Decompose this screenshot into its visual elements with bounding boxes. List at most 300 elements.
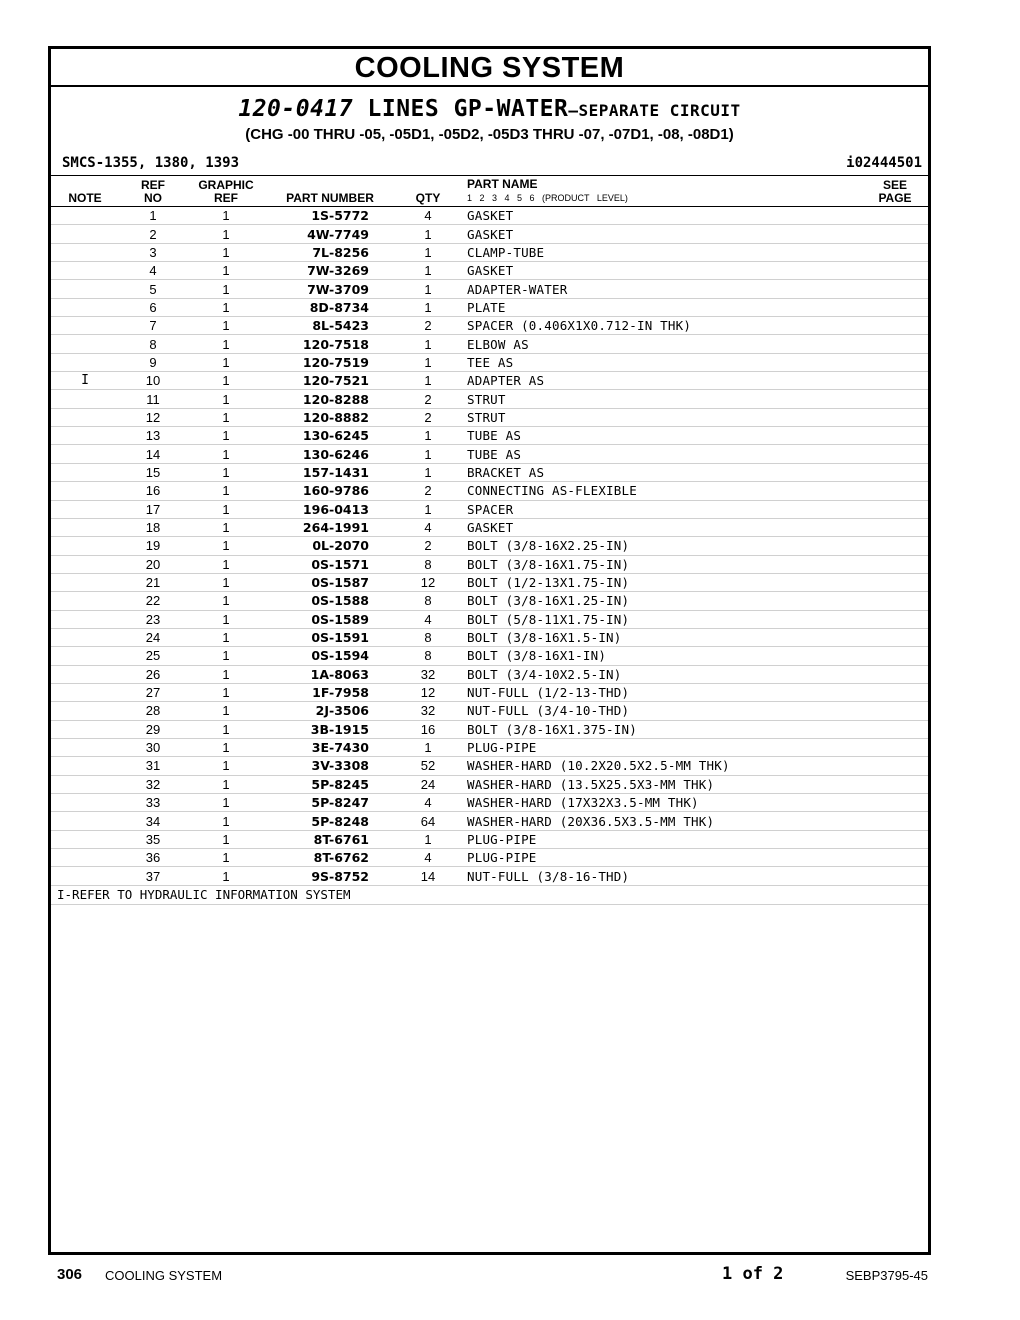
see-page-cell <box>862 775 928 793</box>
see-page-cell <box>862 427 928 445</box>
part-name-cell: TEE AS <box>461 353 862 371</box>
graphic-ref-cell: 1 <box>187 537 265 555</box>
ref-no-cell: 19 <box>119 537 187 555</box>
graphic-ref-cell: 1 <box>187 628 265 646</box>
qty-cell: 8 <box>395 628 461 646</box>
table-row <box>51 573 928 591</box>
note-cell <box>51 280 119 298</box>
see-page-cell <box>862 812 928 830</box>
header-see-page: SEE PAGE <box>862 176 928 207</box>
qty-cell: 4 <box>395 518 461 536</box>
ref-no-cell: 18 <box>119 518 187 536</box>
part-name-cell: BOLT (3/8-16X1.5-IN) <box>461 628 862 646</box>
header-graphic-ref: GRAPHIC REF <box>187 176 265 207</box>
see-page-cell <box>862 738 928 756</box>
note-cell <box>51 427 119 445</box>
table-row <box>51 555 928 573</box>
part-number-link[interactable]: 0S-1587 <box>265 573 395 591</box>
part-name-cell: NUT-FULL (1/2-13-THD) <box>461 683 862 701</box>
part-name-cell: PLATE <box>461 298 862 316</box>
ref-no-cell: 16 <box>119 482 187 500</box>
graphic-ref-cell: 1 <box>187 353 265 371</box>
ref-no-cell: 23 <box>119 610 187 628</box>
see-page-cell <box>862 335 928 353</box>
footer-section-title: COOLING SYSTEM <box>105 1268 223 1283</box>
header-qty: QTY <box>395 176 461 207</box>
see-page-cell <box>862 867 928 885</box>
header-note: NOTE <box>51 176 119 207</box>
ref-no-cell: 6 <box>119 298 187 316</box>
part-number-link[interactable]: 4W-7749 <box>265 225 395 243</box>
see-page-cell <box>862 408 928 426</box>
qty-cell: 4 <box>395 849 461 867</box>
product-level-legend: 1 2 3 4 5 6 (PRODUCT LEVEL) <box>467 193 628 203</box>
note-cell <box>51 500 119 518</box>
qty-cell: 14 <box>395 867 461 885</box>
part-number-link[interactable]: 7W-3269 <box>265 262 395 280</box>
see-page-cell <box>862 573 928 591</box>
qty-cell: 1 <box>395 445 461 463</box>
see-page-cell <box>862 849 928 867</box>
part-name-cell: GASKET <box>461 262 862 280</box>
part-name-cell: WASHER-HARD (10.2X20.5X2.5-MM THK) <box>461 757 862 775</box>
table-row <box>51 298 928 316</box>
see-page-cell <box>862 207 928 225</box>
part-name-cell: PLUG-PIPE <box>461 830 862 848</box>
ref-no-cell: 29 <box>119 720 187 738</box>
see-page-cell <box>862 647 928 665</box>
note-cell <box>51 335 119 353</box>
ref-no-cell: 2 <box>119 225 187 243</box>
graphic-ref-cell: 1 <box>187 665 265 683</box>
ref-no-cell: 26 <box>119 665 187 683</box>
footnote: I-REFER TO HYDRAULIC INFORMATION SYSTEM <box>51 886 928 905</box>
qty-cell: 8 <box>395 647 461 665</box>
part-number-link[interactable]: 120-8882 <box>265 408 395 426</box>
part-number-link[interactable]: 5P-8248 <box>265 812 395 830</box>
note-cell <box>51 463 119 481</box>
graphic-ref-cell: 1 <box>187 225 265 243</box>
qty-cell: 32 <box>395 702 461 720</box>
part-number-link[interactable]: 264-1991 <box>265 518 395 536</box>
graphic-ref-cell: 1 <box>187 463 265 481</box>
qty-cell: 8 <box>395 555 461 573</box>
qty-cell: 1 <box>395 335 461 353</box>
note-cell <box>51 702 119 720</box>
note-cell <box>51 830 119 848</box>
graphic-ref-cell: 1 <box>187 298 265 316</box>
part-name-cell: BRACKET AS <box>461 463 862 481</box>
part-number-link[interactable]: 7W-3709 <box>265 280 395 298</box>
table-row <box>51 757 928 775</box>
part-number-link[interactable]: 0S-1588 <box>265 592 395 610</box>
part-number-link[interactable]: 8T-6761 <box>265 830 395 848</box>
page-footer <box>0 1264 1020 1288</box>
part-number-link[interactable]: 8T-6762 <box>265 849 395 867</box>
part-number-link[interactable]: 0L-2070 <box>265 537 395 555</box>
see-page-cell <box>862 390 928 408</box>
page-of-indicator: 1 of 2 <box>722 1264 784 1284</box>
part-number-link[interactable]: 0S-1589 <box>265 610 395 628</box>
see-page-cell <box>862 243 928 261</box>
part-number-link[interactable]: 1A-8063 <box>265 665 395 683</box>
note-cell <box>51 738 119 756</box>
note-cell <box>51 665 119 683</box>
qty-cell: 8 <box>395 592 461 610</box>
part-name-cell: ADAPTER-WATER <box>461 280 862 298</box>
graphic-ref-cell: 1 <box>187 647 265 665</box>
note-cell <box>51 317 119 335</box>
part-number-link[interactable]: 0S-1594 <box>265 647 395 665</box>
ref-no-cell: 33 <box>119 794 187 812</box>
qty-cell: 2 <box>395 482 461 500</box>
see-page-cell <box>862 628 928 646</box>
group-title <box>51 96 928 124</box>
graphic-ref-cell: 1 <box>187 500 265 518</box>
see-page-cell <box>862 280 928 298</box>
part-number-link[interactable]: 0S-1571 <box>265 555 395 573</box>
note-cell <box>51 867 119 885</box>
table-row <box>51 408 928 426</box>
see-page-cell <box>862 463 928 481</box>
table-row <box>51 317 928 335</box>
table-row <box>51 610 928 628</box>
part-number-link[interactable]: 9S-8752 <box>265 867 395 885</box>
part-name-cell: WASHER-HARD (17X32X3.5-MM THK) <box>461 794 862 812</box>
table-row <box>51 500 928 518</box>
part-name-cell: GASKET <box>461 225 862 243</box>
ref-no-cell: 12 <box>119 408 187 426</box>
part-number-link[interactable]: 130-6246 <box>265 445 395 463</box>
see-page-cell <box>862 592 928 610</box>
qty-cell: 1 <box>395 298 461 316</box>
note-cell <box>51 298 119 316</box>
see-page-cell <box>862 757 928 775</box>
see-page-cell <box>862 665 928 683</box>
smcs-row <box>51 153 928 176</box>
qty-cell: 52 <box>395 757 461 775</box>
part-name-cell: NUT-FULL (3/8-16-THD) <box>461 867 862 885</box>
table-row <box>51 280 928 298</box>
see-page-cell <box>862 537 928 555</box>
qty-cell: 1 <box>395 830 461 848</box>
table-row <box>51 849 928 867</box>
ref-no-cell: 13 <box>119 427 187 445</box>
table-row <box>51 830 928 848</box>
header-part-name: PART NAME 1 2 3 4 5 6 (PRODUCT LEVEL) <box>461 176 862 207</box>
header-ref-no: REF NO <box>119 176 187 207</box>
qty-cell: 1 <box>395 427 461 445</box>
qty-cell: 1 <box>395 353 461 371</box>
part-number-link[interactable]: 196-0413 <box>265 500 395 518</box>
part-name-cell: TUBE AS <box>461 427 862 445</box>
part-name-cell: STRUT <box>461 390 862 408</box>
see-page-cell <box>862 262 928 280</box>
graphic-ref-cell: 1 <box>187 335 265 353</box>
note-cell <box>51 794 119 812</box>
parts-table-body <box>51 207 928 886</box>
document-id: SEBP3795-45 <box>845 1268 928 1283</box>
table-row <box>51 647 928 665</box>
graphic-ref-cell: 1 <box>187 757 265 775</box>
see-page-cell <box>862 500 928 518</box>
table-row <box>51 207 928 225</box>
ref-no-cell: 36 <box>119 849 187 867</box>
ref-no-cell: 24 <box>119 628 187 646</box>
see-page-cell <box>862 353 928 371</box>
header-part-number: PART NUMBER <box>265 176 395 207</box>
see-page-cell <box>862 794 928 812</box>
ref-no-cell: 10 <box>119 372 187 390</box>
part-number-link[interactable]: 5P-8245 <box>265 775 395 793</box>
graphic-ref-cell: 1 <box>187 243 265 261</box>
table-row <box>51 390 928 408</box>
note-cell <box>51 647 119 665</box>
part-number-link[interactable]: 157-1431 <box>265 463 395 481</box>
part-name-cell: NUT-FULL (3/4-10-THD) <box>461 702 862 720</box>
qty-cell: 1 <box>395 463 461 481</box>
graphic-ref-cell: 1 <box>187 372 265 390</box>
part-name-cell: BOLT (3/8-16X1.75-IN) <box>461 555 862 573</box>
graphic-ref-cell: 1 <box>187 867 265 885</box>
graphic-ref-cell: 1 <box>187 445 265 463</box>
part-name-cell: CONNECTING AS-FLEXIBLE <box>461 482 862 500</box>
graphic-ref-cell: 1 <box>187 408 265 426</box>
note-cell <box>51 353 119 371</box>
qty-cell: 1 <box>395 500 461 518</box>
note-cell: I <box>51 372 119 390</box>
ref-no-cell: 25 <box>119 647 187 665</box>
group-subname: —SEPARATE CIRCUIT <box>568 101 741 120</box>
ref-no-cell: 27 <box>119 683 187 701</box>
qty-cell: 1 <box>395 738 461 756</box>
note-cell <box>51 720 119 738</box>
part-name-cell: TUBE AS <box>461 445 862 463</box>
table-row <box>51 592 928 610</box>
part-number-link[interactable]: 3V-3308 <box>265 757 395 775</box>
ref-no-cell: 35 <box>119 830 187 848</box>
note-cell <box>51 775 119 793</box>
see-page-cell <box>862 372 928 390</box>
part-number-link[interactable]: 120-7518 <box>265 335 395 353</box>
part-name-cell: BOLT (3/8-16X1.25-IN) <box>461 592 862 610</box>
part-number-link[interactable]: 1S-5772 <box>265 207 395 225</box>
part-name-cell: WASHER-HARD (20X36.5X3.5-MM THK) <box>461 812 862 830</box>
graphic-ref-cell: 1 <box>187 427 265 445</box>
note-cell <box>51 573 119 591</box>
graphic-ref-cell: 1 <box>187 794 265 812</box>
table-row <box>51 738 928 756</box>
qty-cell: 1 <box>395 262 461 280</box>
ref-no-cell: 21 <box>119 573 187 591</box>
part-number-link[interactable]: 0S-1591 <box>265 628 395 646</box>
ref-no-cell: 1 <box>119 207 187 225</box>
see-page-cell <box>862 518 928 536</box>
part-name-cell: BOLT (3/8-16X2.25-IN) <box>461 537 862 555</box>
part-number-link[interactable]: 3E-7430 <box>265 738 395 756</box>
see-page-cell <box>862 610 928 628</box>
ref-no-cell: 28 <box>119 702 187 720</box>
see-page-cell <box>862 555 928 573</box>
part-name-cell: STRUT <box>461 408 862 426</box>
note-cell <box>51 518 119 536</box>
parts-page-frame <box>48 46 931 1255</box>
graphic-ref-cell: 1 <box>187 592 265 610</box>
graphic-ref-cell: 1 <box>187 317 265 335</box>
ref-no-cell: 14 <box>119 445 187 463</box>
ref-no-cell: 17 <box>119 500 187 518</box>
graphic-ref-cell: 1 <box>187 390 265 408</box>
ref-no-cell: 9 <box>119 353 187 371</box>
part-number-link[interactable]: 2J-3506 <box>265 702 395 720</box>
graphic-ref-cell: 1 <box>187 207 265 225</box>
part-number-link[interactable]: 8L-5423 <box>265 317 395 335</box>
qty-cell: 4 <box>395 794 461 812</box>
see-page-cell <box>862 683 928 701</box>
table-row <box>51 463 928 481</box>
part-name-cell: CLAMP-TUBE <box>461 243 862 261</box>
ref-no-cell: 7 <box>119 317 187 335</box>
part-name-cell: BOLT (3/8-16X1-IN) <box>461 647 862 665</box>
graphic-ref-cell: 1 <box>187 738 265 756</box>
part-number-link[interactable]: 1F-7958 <box>265 683 395 701</box>
note-cell <box>51 812 119 830</box>
table-row <box>51 262 928 280</box>
graphic-ref-cell: 1 <box>187 555 265 573</box>
table-row <box>51 775 928 793</box>
table-row <box>51 683 928 701</box>
part-number-link[interactable]: 3B-1915 <box>265 720 395 738</box>
note-cell <box>51 390 119 408</box>
part-name-cell: BOLT (1/2-13X1.75-IN) <box>461 573 862 591</box>
graphic-ref-cell: 1 <box>187 683 265 701</box>
part-number-link[interactable]: 8D-8734 <box>265 298 395 316</box>
table-row <box>51 445 928 463</box>
part-number-link[interactable]: 120-8288 <box>265 390 395 408</box>
qty-cell: 4 <box>395 610 461 628</box>
graphic-ref-cell: 1 <box>187 482 265 500</box>
part-name-cell: GASKET <box>461 207 862 225</box>
table-row <box>51 537 928 555</box>
page-number: 306 <box>57 1266 83 1283</box>
note-cell <box>51 262 119 280</box>
table-row <box>51 372 928 390</box>
table-row <box>51 225 928 243</box>
image-id: i02444501 <box>846 155 922 171</box>
graphic-ref-cell: 1 <box>187 262 265 280</box>
part-name-cell: ADAPTER AS <box>461 372 862 390</box>
note-cell <box>51 757 119 775</box>
qty-cell: 2 <box>395 537 461 555</box>
ref-no-cell: 11 <box>119 390 187 408</box>
group-name: LINES GP-WATER <box>367 96 569 122</box>
section-title: COOLING SYSTEM <box>51 49 928 87</box>
ref-no-cell: 32 <box>119 775 187 793</box>
table-row <box>51 702 928 720</box>
qty-cell: 24 <box>395 775 461 793</box>
note-cell <box>51 207 119 225</box>
part-number-link[interactable]: 5P-8247 <box>265 794 395 812</box>
part-number-link[interactable]: 120-7521 <box>265 372 395 390</box>
table-row <box>51 794 928 812</box>
table-row <box>51 482 928 500</box>
ref-no-cell: 31 <box>119 757 187 775</box>
table-row <box>51 720 928 738</box>
table-row <box>51 628 928 646</box>
note-cell <box>51 555 119 573</box>
ref-no-cell: 5 <box>119 280 187 298</box>
part-number-link[interactable]: 160-9786 <box>265 482 395 500</box>
see-page-cell <box>862 317 928 335</box>
part-number-link[interactable]: 120-7519 <box>265 353 395 371</box>
part-name-cell: SPACER (0.406X1X0.712-IN THK) <box>461 317 862 335</box>
group-number[interactable]: 120-0417 <box>238 96 354 122</box>
qty-cell: 12 <box>395 573 461 591</box>
part-number-link[interactable]: 130-6245 <box>265 427 395 445</box>
graphic-ref-cell: 1 <box>187 830 265 848</box>
table-header-row <box>51 176 928 207</box>
graphic-ref-cell: 1 <box>187 573 265 591</box>
note-cell <box>51 482 119 500</box>
see-page-cell <box>862 720 928 738</box>
part-name-cell: BOLT (5/8-11X1.75-IN) <box>461 610 862 628</box>
part-name-cell: BOLT (3/4-10X2.5-IN) <box>461 665 862 683</box>
part-name-cell: ELBOW AS <box>461 335 862 353</box>
note-cell <box>51 592 119 610</box>
note-cell <box>51 445 119 463</box>
ref-no-cell: 4 <box>119 262 187 280</box>
table-row <box>51 812 928 830</box>
table-row <box>51 335 928 353</box>
qty-cell: 1 <box>395 280 461 298</box>
parts-table <box>51 176 928 886</box>
group-applicability: (CHG -00 THRU -05, -05D1, -05D2, -05D3 THRU -07, -07D1, -08, -08D1) <box>245 126 734 143</box>
part-number-link[interactable]: 7L-8256 <box>265 243 395 261</box>
table-row <box>51 243 928 261</box>
see-page-cell <box>862 298 928 316</box>
qty-cell: 1 <box>395 225 461 243</box>
note-cell <box>51 243 119 261</box>
qty-cell: 1 <box>395 243 461 261</box>
ref-no-cell: 15 <box>119 463 187 481</box>
part-name-cell: PLUG-PIPE <box>461 849 862 867</box>
note-cell <box>51 408 119 426</box>
table-row <box>51 518 928 536</box>
qty-cell: 2 <box>395 408 461 426</box>
note-cell <box>51 628 119 646</box>
part-name-cell: SPACER <box>461 500 862 518</box>
qty-cell: 16 <box>395 720 461 738</box>
ref-no-cell: 22 <box>119 592 187 610</box>
graphic-ref-cell: 1 <box>187 775 265 793</box>
qty-cell: 2 <box>395 317 461 335</box>
ref-no-cell: 37 <box>119 867 187 885</box>
see-page-cell <box>862 482 928 500</box>
qty-cell: 4 <box>395 207 461 225</box>
part-name-cell: WASHER-HARD (13.5X25.5X3-MM THK) <box>461 775 862 793</box>
qty-cell: 32 <box>395 665 461 683</box>
see-page-cell <box>862 225 928 243</box>
ref-no-cell: 3 <box>119 243 187 261</box>
see-page-cell <box>862 830 928 848</box>
qty-cell: 64 <box>395 812 461 830</box>
graphic-ref-cell: 1 <box>187 720 265 738</box>
qty-cell: 2 <box>395 390 461 408</box>
table-row <box>51 665 928 683</box>
graphic-ref-cell: 1 <box>187 280 265 298</box>
part-name-cell: BOLT (3/8-16X1.375-IN) <box>461 720 862 738</box>
qty-cell: 1 <box>395 372 461 390</box>
